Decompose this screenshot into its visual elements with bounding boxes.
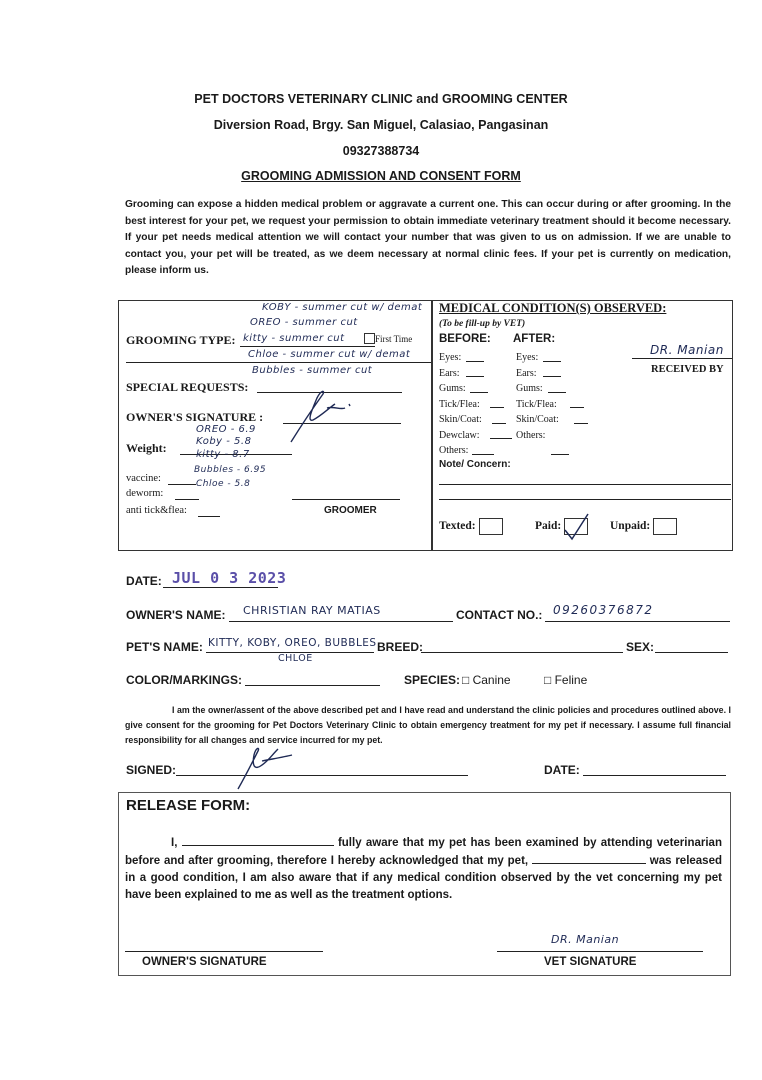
weight-entry-2: Koby - 5.8 — [196, 436, 252, 447]
after-column — [516, 350, 559, 443]
clinic-phone: 09327388734 — [342, 144, 420, 158]
release-paragraph — [125, 834, 722, 904]
consent-paragraph: I am the owner/assent of the above described pet and I have read and understand the clinic policies and procedures outlined above. I give consent for the grooming for Pet Doctors Veterinary Clinic to obtain emergency treatment for my pet if necessary. I assume full financial responsibility for all changes and service incurred for my pet. — [125, 705, 731, 745]
release-form-title: RELEASE FORM: — [126, 797, 251, 814]
canine-option[interactable]: □ Canine — [462, 673, 511, 687]
release-pet-field[interactable] — [532, 852, 646, 864]
before-column — [439, 350, 482, 459]
pet-name-label: PET'S NAME: — [126, 640, 203, 654]
signed-field[interactable] — [176, 775, 468, 776]
medical-condition-title: MEDICAL CONDITION(S) OBSERVED: — [439, 301, 667, 315]
weight-entry-4: Bubbles - 6.95 — [194, 465, 267, 475]
date-label: DATE: — [126, 574, 162, 588]
after-eyes[interactable]: Eyes: — [516, 352, 539, 363]
weight-entry-1: OREO - 6.9 — [196, 424, 256, 435]
weight-entry-5: Chloe - 5.8 — [196, 479, 251, 489]
texted-option[interactable] — [439, 518, 503, 535]
paid-label: Paid: — [535, 520, 562, 533]
pet-name-value-2: CHLOE — [278, 653, 313, 664]
grooming-entry-3: kitty - summer cut — [243, 333, 345, 344]
before-eyes[interactable]: Eyes: — [439, 352, 462, 363]
tick-flea-label: anti tick&flea: — [126, 505, 187, 516]
release-text-2: fully aware that my pet has been examined by attending veterinarian before and after grooming, therefore I hereby acknowledged that my pet, — [125, 837, 722, 867]
medical-condition-subtitle: (To be fill-up by VET) — [439, 319, 526, 329]
contact-value: 09260376872 — [553, 603, 654, 617]
signed-date-field[interactable] — [583, 775, 726, 776]
paid-check-mark — [563, 512, 591, 542]
grooming-type-label: GROOMING TYPE: — [126, 333, 236, 347]
after-gums[interactable]: Gums: — [516, 383, 543, 394]
feline-option[interactable]: □ Feline — [544, 673, 588, 687]
date-stamp: JUL 0 3 2023 — [172, 569, 287, 587]
before-skin-coat[interactable]: Skin/Coat: — [439, 414, 482, 425]
before-tick-flea[interactable]: Tick/Flea: — [439, 398, 480, 410]
after-others[interactable]: Others: — [516, 429, 546, 441]
species-label: SPECIES: — [404, 673, 461, 687]
unpaid-checkbox[interactable] — [653, 518, 677, 535]
grooming-entry-1: KOBY - summer cut w/ demat — [262, 302, 423, 313]
release-text-1: I, — [171, 837, 178, 849]
after-ears[interactable]: Ears: — [516, 367, 537, 379]
clinic-name: PET DOCTORS VETERINARY CLINIC and GROOMING CENTER — [194, 92, 568, 106]
owner-signature-mark — [283, 386, 363, 446]
vet-signature-label: VET SIGNATURE — [544, 956, 637, 968]
color-markings-field[interactable] — [245, 685, 380, 686]
before-label: BEFORE: — [439, 333, 491, 345]
owner-name-label: OWNER'S NAME: — [126, 608, 226, 622]
weight-label: Weight: — [126, 441, 167, 455]
box-divider — [431, 301, 433, 550]
color-markings-label: COLOR/MARKINGS: — [126, 673, 242, 687]
after-skin-coat[interactable]: Skin/Coat: — [516, 414, 559, 425]
first-time-checkbox[interactable] — [364, 333, 375, 344]
texted-checkbox[interactable] — [479, 518, 503, 535]
contact-field[interactable] — [545, 621, 730, 622]
vaccine-label: vaccine: — [126, 473, 161, 484]
weight-entry-3: kitty - 8.7 — [196, 449, 250, 460]
contact-label: CONTACT NO.: — [456, 608, 543, 622]
release-text-3: was released in a good condition, I am also aware that if any medical condition observed by the vet concerning my pet have been explained to me as well as the treatment options. — [125, 855, 722, 901]
grooming-entry-2: OREO - summer cut — [250, 317, 358, 328]
before-gums[interactable]: Gums: — [439, 383, 466, 394]
signed-date-label: DATE: — [544, 763, 580, 777]
note-line-1[interactable] — [439, 484, 731, 485]
owner-name-value: CHRISTIAN RAY MATIAS — [243, 604, 381, 617]
vet-signature-field[interactable] — [497, 951, 703, 952]
received-by-label: RECEIVED BY — [651, 364, 724, 375]
before-dewclaw[interactable]: Dewclaw: — [439, 429, 480, 441]
deworm-label: deworm: — [126, 488, 164, 499]
grooming-entry-5: Bubbles - summer cut — [252, 365, 373, 376]
sex-label: SEX: — [626, 640, 655, 654]
release-name-field[interactable] — [182, 834, 334, 846]
breed-field[interactable] — [421, 652, 623, 653]
owner-signed-mark — [232, 743, 302, 793]
unpaid-label: Unpaid: — [610, 520, 651, 533]
sex-field[interactable] — [655, 652, 728, 653]
owner-name-field[interactable] — [229, 621, 453, 622]
pet-name-field[interactable] — [206, 652, 374, 653]
intro-paragraph: Grooming can expose a hidden medical problem or aggravate a current one. This can occur during or after grooming. In the best interest for your pet, we request your permission to obtain immediate veterinary treatment should it become necessary. If your pet needs medical attention we will contact your number that was given to us on admission. If we are unable to contact you, your pet will be treated, as we deem necessary at normal clinic fees. If your pet is currently on medication, please inform us. — [125, 199, 731, 276]
first-time-label: First Time — [375, 334, 413, 344]
groomer-label: GROOMER — [324, 505, 377, 516]
unpaid-option[interactable] — [610, 518, 677, 535]
before-ears[interactable]: Ears: — [439, 367, 460, 379]
release-owner-signature-label: OWNER'S SIGNATURE — [142, 956, 267, 968]
groomer-signature-field[interactable] — [292, 499, 400, 500]
received-by-signature: DR. Manian — [650, 343, 724, 357]
signed-label: SIGNED: — [126, 763, 177, 777]
after-label: AFTER: — [513, 333, 556, 345]
clinic-address: Diversion Road, Brgy. San Miguel, Calasiao, Pangasinan — [213, 118, 549, 132]
form-title: GROOMING ADMISSION AND CONSENT FORM — [241, 169, 521, 183]
before-others[interactable]: Others: — [439, 445, 469, 456]
note-line-2[interactable] — [439, 499, 731, 500]
grooming-entry-4: Chloe - summer cut w/ demat — [248, 349, 411, 360]
vet-signature-value: DR. Manian — [551, 933, 620, 946]
pet-name-value: KITTY, KOBY, OREO, BUBBLES — [208, 637, 377, 649]
special-requests-label: SPECIAL REQUESTS: — [126, 380, 249, 394]
after-tick-flea[interactable]: Tick/Flea: — [516, 398, 557, 410]
texted-label: Texted: — [439, 520, 476, 533]
owner-signature-label: OWNER'S SIGNATURE : — [126, 410, 264, 424]
note-concern-label: Note/ Concern: — [439, 459, 511, 470]
release-owner-signature-field[interactable] — [125, 951, 323, 952]
breed-label: BREED: — [377, 640, 424, 654]
